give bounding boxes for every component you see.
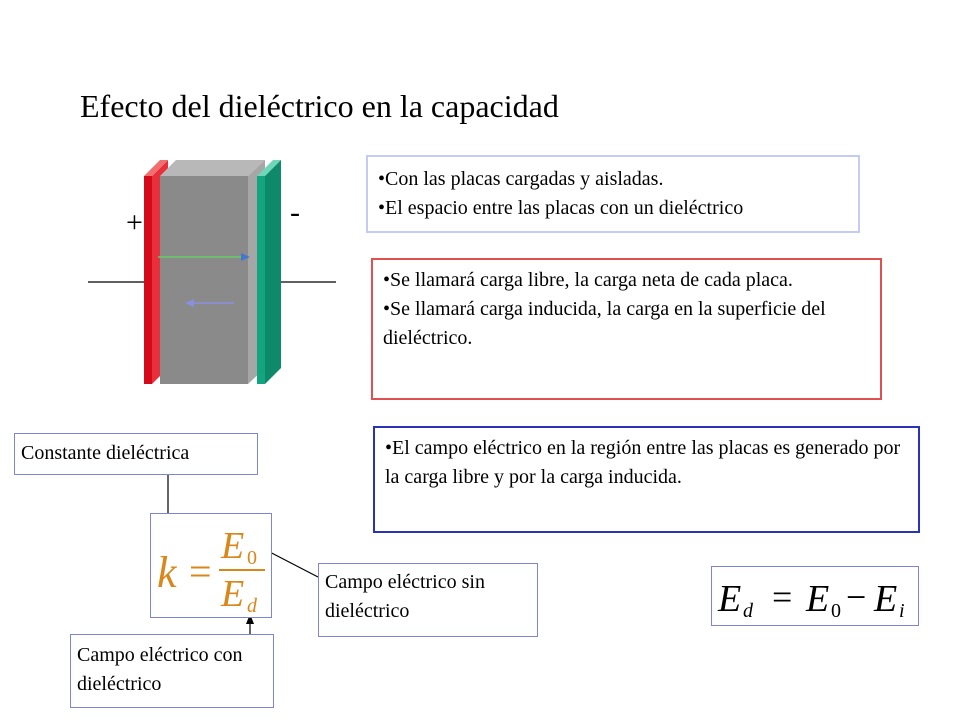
positive-sign: + [126,206,143,239]
k-numerator: E [221,525,245,567]
dielectric-slab [160,176,248,384]
e0-sub: 0 [831,600,841,622]
ei-sub: i [899,600,905,622]
field-box [373,426,920,533]
k-equation [150,513,272,618]
ed-sub: d [743,600,753,622]
slide-title: Efecto del dieléctrico en la capacidad [80,88,559,124]
k-denominator: E [221,573,245,615]
ed-equals: = [772,577,793,617]
dielectric-constant-label: Constante dieléctrica [14,433,258,475]
ed-symbol: E [718,578,742,620]
definitions-box [371,258,882,400]
negative-plate-face [265,160,281,384]
k-denominator-sub: d [247,595,257,617]
field-equation [711,566,919,626]
ei-symbol: E [874,578,898,620]
field-equation-svg [712,567,920,627]
minus-sign: − [846,577,867,617]
k-equation-svg [151,514,273,619]
k-numerator-sub: 0 [247,547,257,569]
k-symbol: k [157,548,177,597]
conditions-item: • El espacio entre las placas con un dieléctrico [378,194,848,223]
definitions-item: • Se llamará carga libre, la carga neta de cada placa. [383,266,870,295]
field-with-dielectric-label: Campo eléctrico con dieléctrico [70,634,274,708]
conditions-box [366,155,860,233]
e0-symbol: E [806,578,830,620]
field-item: • El campo eléctrico en la región entre las placas es generado por la carga libre y por la carga inducida. [385,434,908,492]
definitions-item: • Se llamará carga inducida, la carga en la superficie del dieléctrico. [383,295,870,353]
conditions-item: • Con las placas cargadas y aisladas. [378,165,848,194]
k-equals: = [189,549,212,594]
dielectric-top [160,160,265,176]
negative-sign: - [290,196,300,229]
negative-plate [257,176,265,384]
positive-plate [144,176,152,384]
field-without-dielectric-label: Campo eléctrico sin dieléctrico [318,563,538,637]
